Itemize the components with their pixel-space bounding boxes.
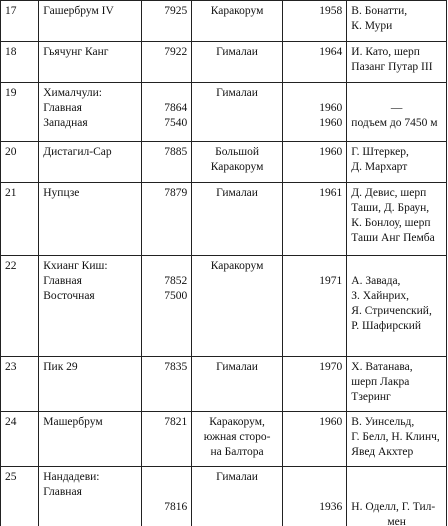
cell-num bbox=[1, 467, 39, 526]
region-text: Гималаи bbox=[216, 46, 258, 58]
cell-region bbox=[192, 42, 283, 83]
table-row bbox=[1, 142, 447, 183]
climbers-text bbox=[351, 470, 442, 485]
name-text: Машербрум bbox=[43, 416, 103, 428]
table-row bbox=[1, 357, 447, 412]
climbers-text: Г. Штеркер, bbox=[351, 146, 409, 158]
table-row bbox=[1, 1, 447, 42]
year-text: 1971 bbox=[319, 275, 343, 287]
cell-name bbox=[39, 83, 142, 142]
cell-num bbox=[1, 1, 39, 42]
cell-name bbox=[39, 467, 142, 526]
climbers-text: Таши, Д. Браун, bbox=[351, 202, 430, 214]
year-text bbox=[287, 86, 342, 101]
cell-climbers bbox=[347, 183, 447, 256]
cell-year bbox=[282, 357, 346, 412]
name-text: Пик 29 bbox=[43, 361, 78, 373]
climbers-text: Н. Оделл, Г. Тил- bbox=[351, 501, 436, 513]
cell-region bbox=[192, 142, 283, 183]
climbers-text: К. Мури bbox=[351, 20, 393, 32]
altitude-text: 7540 bbox=[164, 117, 188, 129]
peaks-table-body bbox=[1, 1, 447, 526]
cell-name bbox=[39, 412, 142, 467]
climbers-text bbox=[351, 259, 442, 274]
year-text bbox=[287, 470, 342, 485]
cell-num bbox=[1, 256, 39, 357]
altitude-text bbox=[146, 86, 187, 101]
cell-year bbox=[282, 467, 346, 526]
cell-altitude bbox=[141, 83, 191, 142]
year-text: 1960 bbox=[319, 117, 343, 129]
cell-num bbox=[1, 83, 39, 142]
cell-year bbox=[282, 42, 346, 83]
region-text: Гималаи bbox=[216, 471, 258, 483]
cell-altitude bbox=[141, 412, 191, 467]
cell-climbers bbox=[347, 83, 447, 142]
table-row bbox=[1, 467, 447, 526]
cell-year bbox=[282, 142, 346, 183]
year-text: 1960 bbox=[319, 416, 343, 428]
year-text: 1958 bbox=[319, 5, 343, 17]
name-text: Нандадеви: bbox=[43, 471, 100, 483]
cell-name bbox=[39, 1, 142, 42]
num-text: 17 bbox=[5, 5, 17, 17]
cell-num bbox=[1, 183, 39, 256]
cell-climbers bbox=[347, 1, 447, 42]
num-text: 24 bbox=[5, 416, 17, 428]
climbers-text: К. Бонлоу, шерп bbox=[351, 217, 431, 229]
climbers-text: Тзеринг bbox=[351, 391, 391, 403]
climbers-text: — bbox=[390, 102, 403, 114]
altitude-text: 7852 bbox=[164, 275, 188, 287]
climbers-text bbox=[351, 86, 442, 101]
climbers-text: Д. Девис, шерп bbox=[351, 187, 427, 199]
climbers-text: Таши Анг Пемба bbox=[351, 232, 435, 244]
cell-year bbox=[282, 183, 346, 256]
region-text: на Балтора bbox=[210, 446, 264, 458]
cell-altitude bbox=[141, 467, 191, 526]
climbers-text: З. Хайнрих, bbox=[351, 290, 410, 302]
name-text: Западная bbox=[43, 117, 88, 129]
region-text: Гималаи bbox=[216, 361, 258, 373]
name-text: Хималчули: bbox=[43, 87, 102, 99]
cell-altitude bbox=[141, 183, 191, 256]
cell-altitude bbox=[141, 1, 191, 42]
altitude-text: 7879 bbox=[164, 187, 188, 199]
year-text bbox=[287, 485, 342, 500]
cell-climbers bbox=[347, 467, 447, 526]
altitude-text bbox=[146, 470, 187, 485]
year-text: 1936 bbox=[319, 501, 343, 513]
cell-climbers bbox=[347, 142, 447, 183]
cell-altitude bbox=[141, 256, 191, 357]
cell-altitude bbox=[141, 42, 191, 83]
cell-name bbox=[39, 256, 142, 357]
climbers-text: Г. Белл, Н. Клинч, bbox=[351, 431, 440, 443]
year-text: 1964 bbox=[319, 46, 343, 58]
altitude-text: 7864 bbox=[164, 102, 188, 114]
climbers-text: мен bbox=[387, 516, 406, 526]
num-text: 18 bbox=[5, 46, 17, 58]
altitude-text bbox=[146, 259, 187, 274]
table-row bbox=[1, 83, 447, 142]
region-text: южная сторо- bbox=[203, 431, 271, 443]
cell-name bbox=[39, 183, 142, 256]
name-text: Главная bbox=[43, 275, 82, 287]
table-row bbox=[1, 42, 447, 83]
region-text: Большой bbox=[215, 146, 260, 158]
climbers-text: Д. Мархарт bbox=[351, 161, 408, 173]
table-row bbox=[1, 256, 447, 357]
climbers-text: В. Уинсельд, bbox=[351, 416, 415, 428]
cell-region bbox=[192, 183, 283, 256]
cell-num bbox=[1, 412, 39, 467]
climbers-text: Х. Ватанава, bbox=[351, 361, 413, 373]
num-text: 19 bbox=[5, 87, 17, 99]
altitude-text: 7885 bbox=[164, 146, 188, 158]
climbers-text: Я. Стричеnский, bbox=[351, 305, 432, 317]
cell-climbers bbox=[347, 256, 447, 357]
altitude-text: 7816 bbox=[164, 501, 188, 513]
name-text: Главная bbox=[43, 102, 82, 114]
altitude-text: 7821 bbox=[164, 416, 188, 428]
region-text: Каракорум bbox=[210, 260, 264, 272]
cell-climbers bbox=[347, 412, 447, 467]
name-text: Главная bbox=[43, 486, 82, 498]
num-text: 22 bbox=[5, 260, 17, 272]
cell-year bbox=[282, 83, 346, 142]
cell-year bbox=[282, 1, 346, 42]
cell-region bbox=[192, 467, 283, 526]
cell-region bbox=[192, 412, 283, 467]
num-text: 23 bbox=[5, 361, 17, 373]
cell-region bbox=[192, 1, 283, 42]
region-text: Гималаи bbox=[216, 87, 258, 99]
cell-name bbox=[39, 357, 142, 412]
altitude-text bbox=[146, 485, 187, 500]
region-text: Каракорум, bbox=[209, 416, 265, 428]
cell-num bbox=[1, 142, 39, 183]
name-text: Гьячунг Канг bbox=[43, 46, 109, 58]
year-text: 1960 bbox=[319, 146, 343, 158]
cell-altitude bbox=[141, 357, 191, 412]
cell-year bbox=[282, 412, 346, 467]
year-text: 1960 bbox=[319, 102, 343, 114]
climbers-text: шерп Лакра bbox=[351, 376, 410, 388]
cell-region bbox=[192, 357, 283, 412]
cell-name bbox=[39, 42, 142, 83]
climbers-text: подъем до 7450 м bbox=[351, 117, 438, 129]
cell-region bbox=[192, 256, 283, 357]
num-text: 21 bbox=[5, 187, 17, 199]
name-text: Нупцзе bbox=[43, 187, 80, 199]
climbers-text: Явед Акхтер bbox=[351, 446, 414, 458]
altitude-text: 7500 bbox=[164, 290, 188, 302]
cell-region bbox=[192, 83, 283, 142]
climbers-text: Р. Шафирский bbox=[351, 320, 422, 332]
climbers-text: Пазанг Путар III bbox=[351, 61, 433, 73]
num-text: 25 bbox=[5, 471, 17, 483]
cell-climbers bbox=[347, 357, 447, 412]
cell-num bbox=[1, 357, 39, 412]
table-row bbox=[1, 412, 447, 467]
cell-year bbox=[282, 256, 346, 357]
cell-climbers bbox=[347, 42, 447, 83]
region-text: Каракорум bbox=[210, 161, 264, 173]
climbers-text: В. Бонатти, bbox=[351, 5, 408, 17]
climbers-text: А. Завада, bbox=[351, 275, 401, 287]
name-text: Гашербрум IV bbox=[43, 5, 114, 17]
altitude-text: 7835 bbox=[164, 361, 188, 373]
climbers-text bbox=[351, 485, 442, 500]
altitude-text: 7925 bbox=[164, 5, 188, 17]
name-text: Кхианг Киш: bbox=[43, 260, 108, 272]
year-text: 1961 bbox=[319, 187, 343, 199]
cell-name bbox=[39, 142, 142, 183]
climbers-text: И. Като, шерп bbox=[351, 46, 420, 58]
num-text: 20 bbox=[5, 146, 17, 158]
table-row bbox=[1, 183, 447, 256]
altitude-text: 7922 bbox=[164, 46, 188, 58]
year-text bbox=[287, 259, 342, 274]
cell-num bbox=[1, 42, 39, 83]
region-text: Каракорум bbox=[210, 5, 264, 17]
name-text: Восточная bbox=[43, 290, 95, 302]
region-text: Гималаи bbox=[216, 187, 258, 199]
year-text: 1970 bbox=[319, 361, 343, 373]
name-text: Дистагил-Сар bbox=[43, 146, 112, 158]
cell-altitude bbox=[141, 142, 191, 183]
